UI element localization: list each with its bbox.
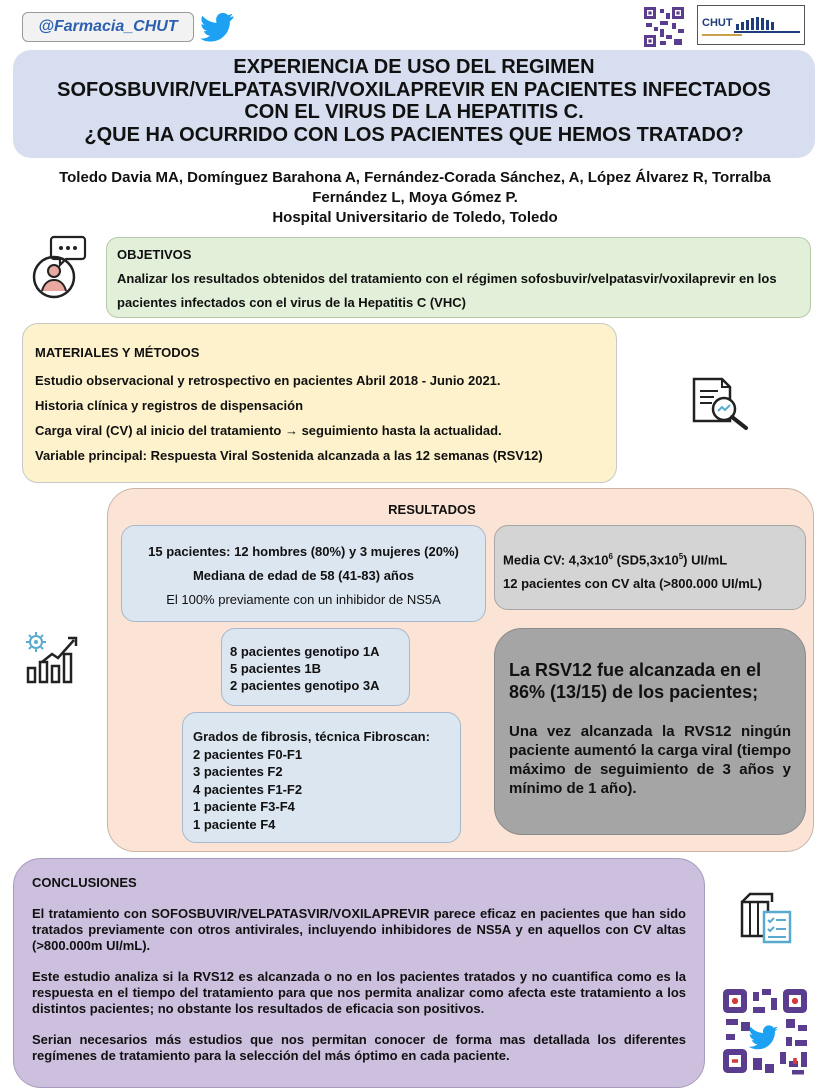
authors-block: [20, 168, 810, 228]
conclusion-paragraph: El tratamiento con SOFOSBUVIR/VELPATASVIR/VOXILAPREVIR parece eficaz en pacientes que han sido tratados previamente con otros antivirales, incluyendo inhibidores de NS5A y en aquellos con CV altas (>800.000m UI/mL).: [32, 906, 686, 953]
institution: Hospital Universitario de Toledo, Toledo: [272, 209, 558, 226]
authors-line: Fernández L, Moya Gómez P.: [312, 189, 518, 206]
fibrosis-line: 1 paciente F4: [193, 816, 276, 832]
genotypes-box: [221, 628, 410, 706]
cv-high: 12 pacientes con CV alta (>800.000 UI/mL): [503, 576, 763, 592]
objetivos-section: [106, 237, 811, 318]
document-search-icon: [690, 375, 752, 431]
cv-sd-exponent: 5: [678, 552, 684, 561]
title-line: CON EL VIRUS DE LA HEPATITIS C.: [244, 101, 584, 123]
title-line: SOFOSBUVIR/VELPATASVIR/VOXILAPREVIR EN PACIENTES INFECTADOS: [57, 78, 771, 101]
qr-code-icon: [642, 5, 686, 49]
cv-mean-suffix: ) UI/mL: [683, 552, 728, 568]
fibrosis-box: [182, 712, 461, 843]
patients-line: El 100% previamente con un inhibidor de NS5A: [166, 592, 441, 607]
fibrosis-line: 3 pacientes F2: [193, 764, 283, 779]
cv-mean-prefix: Media CV: 4,3x10: [503, 552, 609, 568]
objetivos-heading: OBJETIVOS: [117, 247, 192, 262]
hospital-logo: [697, 5, 805, 45]
objetivos-text: Analizar los resultados obtenidos del tratamiento con el régimen sofosbuvir/velpatasvir/voxilaprevir en los pacientes infectados con el virus de la Hepatitis C (VHC): [117, 271, 777, 310]
title-line: EXPERIENCIA DE USO DEL REGIMEN: [233, 56, 595, 78]
patients-line: Mediana de edad de 58 (41-83) años: [192, 568, 415, 583]
patients-line: 15 pacientes: 12 hombres (80%) y 3 mujeres (20%): [148, 544, 459, 559]
cv-mean: [503, 545, 805, 572]
genotype-line: 2 pacientes genotipo 3A: [230, 678, 380, 693]
metodos-section: [22, 323, 617, 483]
cv-mean-exponent: 6: [608, 552, 613, 561]
conclusion-paragraph: Este estudio analiza si la RVS12 es alcanzada o no en los pacientes tratados y no cuantifica como es la respuesta en el tiempo del tratamiento para que nos permita analizar como afecta este tratamiento a los distintos pacientes; no obstante los resultados de eficacia son positivos.: [32, 969, 686, 1016]
conclusiones-section: [13, 858, 705, 1088]
cv-mean-mid: (SD5,3x10: [612, 552, 679, 568]
metodos-line: Carga viral (CV) al inicio del tratamiento → seguimiento hasta la actualidad.: [35, 423, 502, 438]
poster-title: [13, 50, 815, 158]
rsv-main-result: La RSV12 fue alcanzada en el 86% (13/15) de los pacientes;: [509, 660, 762, 702]
twitter-handle[interactable]: @Farmacia_CHUT: [22, 12, 194, 42]
twitter-icon[interactable]: [200, 12, 234, 42]
fibrosis-line: 4 pacientes F1-F2: [193, 781, 303, 797]
conclusiones-heading: CONCLUSIONES: [32, 875, 137, 890]
metodos-line: Historia clínica y registros de dispensación: [35, 398, 304, 413]
authors-line: Toledo Davia MA, Domínguez Barahona A, Fernández-Corada Sánchez, A, López Álvarez R, Torralba: [59, 169, 771, 186]
fibrosis-heading: Grados de fibrosis, técnica Fibroscan:: [193, 729, 430, 744]
checklist-icon: [738, 888, 794, 946]
conclusion-paragraph: Serian necesarios más estudios que nos permitan conocer de forma mas detallada los diferentes regímenes de tratamiento para la selección del más óptimo en cada paciente.: [32, 1032, 686, 1063]
genotype-line: 5 pacientes 1B: [230, 661, 322, 676]
viral-load-summary: [494, 525, 806, 610]
metodos-line: Estudio observacional y retrospectivo en pacientes Abril 2018 - Junio 2021.: [35, 373, 501, 388]
metodos-heading: MATERIALES Y MÉTODOS: [35, 345, 200, 360]
resultados-heading: RESULTADOS: [388, 502, 476, 517]
rsv-follow-up: Una vez alcanzada la RVS12 ningún paciente aumentó la carga viral (tiempo máximo de seguimiento de 3 años y mínimo de 1 año).: [509, 723, 791, 797]
metodos-line: Variable principal: Respuesta Viral Sostenida alcanzada a las 12 semanas (RSV12): [35, 448, 543, 463]
title-line: ¿QUE HA OCURRIDO CON LOS PACIENTES QUE HEMOS TRATADO?: [84, 123, 744, 146]
analytics-chart-icon: [24, 628, 80, 684]
qr-code-icon: [720, 986, 810, 1076]
user-chat-icon: [30, 233, 88, 299]
fibrosis-line: 1 paciente F3-F4: [193, 799, 295, 814]
patients-summary: [121, 525, 486, 622]
rsv-outcome-box: [494, 628, 806, 835]
hospital-logo-text: CHUT: [702, 17, 733, 29]
genotype-line: 8 pacientes genotipo 1A: [230, 644, 380, 659]
fibrosis-line: 2 pacientes F0-F1: [193, 746, 303, 762]
